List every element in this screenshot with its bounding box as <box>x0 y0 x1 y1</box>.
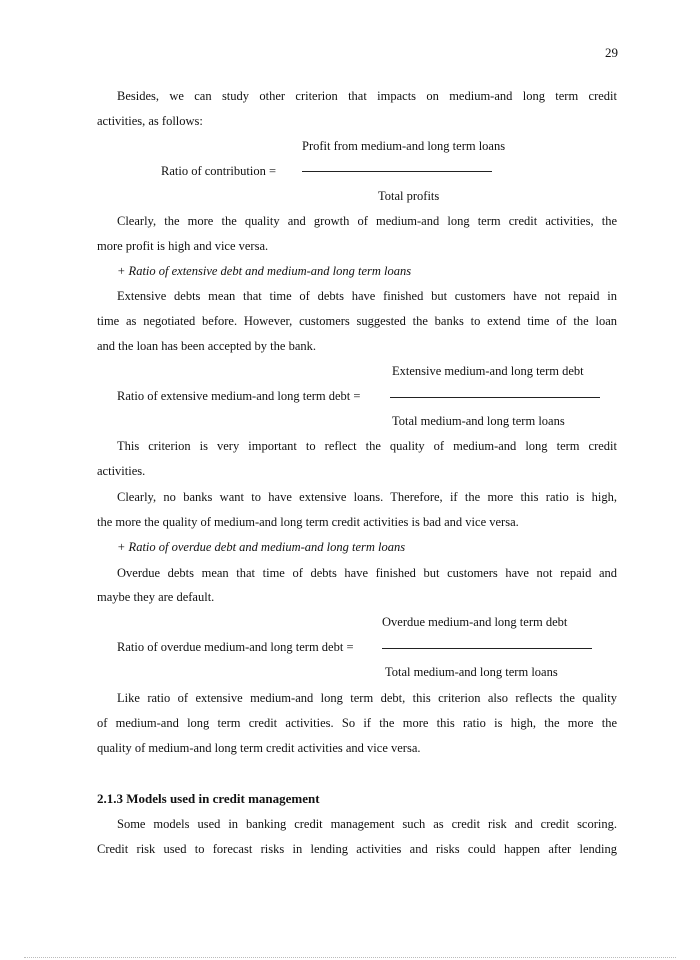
paragraph-line: quality of medium-and long term credit activities and vice versa. <box>97 741 421 755</box>
paragraph-line: Besides, we can study other criterion that impacts on medium-and long term credit <box>117 89 617 103</box>
formula-denominator: Total medium-and long term loans <box>392 414 565 428</box>
formula-label: Ratio of overdue medium-and long term debt = <box>117 640 354 654</box>
formula-numerator: Extensive medium-and long term debt <box>392 364 584 378</box>
paragraph-line: Credit risk used to forecast risks in lending activities and risks could happen after lending <box>97 842 617 856</box>
paragraph-line: and the loan has been accepted by the bank. <box>97 339 317 353</box>
paragraph-line: Overdue debts mean that time of debts have finished but customers have not repaid and <box>117 566 617 580</box>
page-bottom-divider <box>24 957 676 958</box>
paragraph-line: more profit is high and vice versa. <box>97 239 269 253</box>
paragraph-line: Extensive debts mean that time of debts have finished but customers have not repaid in <box>117 289 617 303</box>
fraction-bar <box>382 648 592 649</box>
paragraph-line: of medium-and long term credit activities. So if the more this ratio is high, the more the <box>97 716 617 730</box>
formula-denominator: Total profits <box>378 189 440 203</box>
section-heading: 2.1.3 Models used in credit management <box>97 791 320 806</box>
paragraph-line: activities, as follows: <box>97 114 203 128</box>
fraction-bar <box>302 171 492 172</box>
paragraph-line: maybe they are default. <box>97 590 215 604</box>
formula-numerator: Overdue medium-and long term debt <box>382 615 568 629</box>
fraction-bar <box>390 397 600 398</box>
formula-numerator: Profit from medium-and long term loans <box>302 139 506 153</box>
paragraph-line: the more the quality of medium-and long term credit activities is bad and vice versa. <box>97 515 519 529</box>
subheading: + Ratio of extensive debt and medium-and long term loans <box>117 264 412 278</box>
page-number: 29 <box>605 45 618 60</box>
subheading: + Ratio of overdue debt and medium-and long term loans <box>117 540 406 554</box>
paragraph-line: Clearly, the more the quality and growth of medium-and long term credit activities, the <box>117 214 617 228</box>
paragraph-line: time as negotiated before. However, customers suggested the banks to extend time of the loan <box>97 314 617 328</box>
formula-label: Ratio of contribution = <box>161 164 277 178</box>
paragraph-line: Like ratio of extensive medium-and long term debt, this criterion also reflects the quality <box>117 691 617 705</box>
paragraph-line: This criterion is very important to reflect the quality of medium-and long term credit <box>117 439 617 453</box>
paragraph-line: Clearly, no banks want to have extensive loans. Therefore, if the more this ratio is high, <box>117 490 617 504</box>
paragraph-line: Some models used in banking credit management such as credit risk and credit scoring. <box>117 817 617 831</box>
formula-label: Ratio of extensive medium-and long term debt = <box>117 389 361 403</box>
formula-denominator: Total medium-and long term loans <box>385 665 558 679</box>
paragraph-line: activities. <box>97 464 146 478</box>
